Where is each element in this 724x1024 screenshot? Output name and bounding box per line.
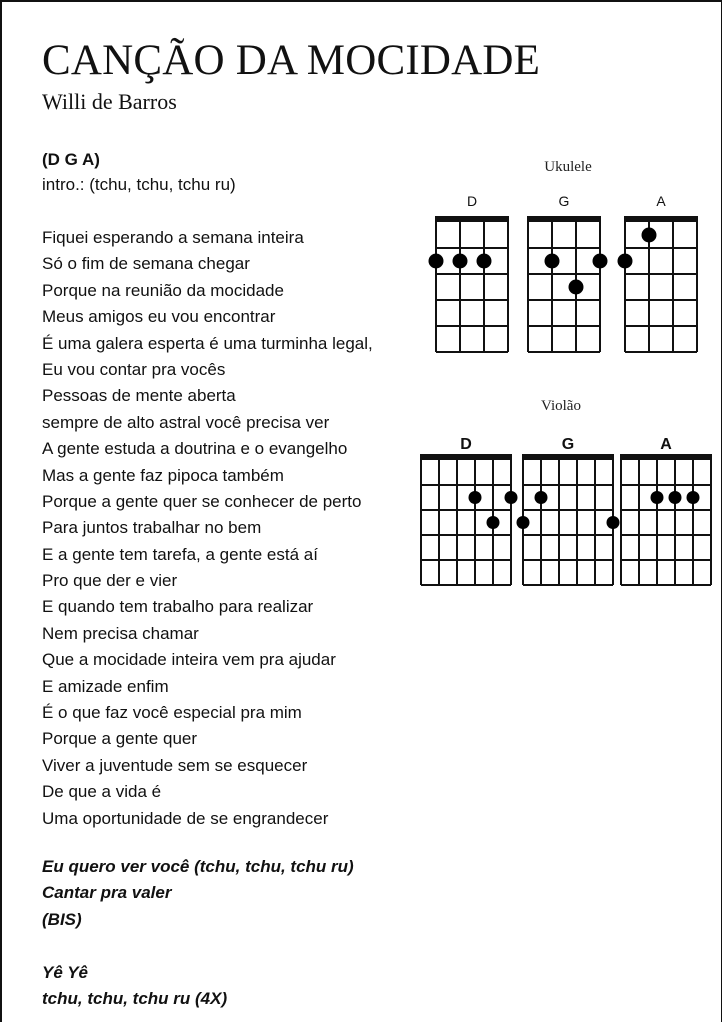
finger-dot	[687, 491, 700, 504]
finger-dot	[618, 254, 633, 269]
lyric-line: A gente estuda a doutrina e o evangelho	[42, 439, 348, 459]
finger-dot	[651, 491, 664, 504]
chorus-line: (BIS)	[42, 909, 82, 929]
lyric-line: É o que faz você especial pra mim	[42, 703, 302, 723]
lyric-line: Uma oportunidade de se engrandecer	[42, 808, 329, 828]
finger-dot	[429, 254, 444, 269]
ukulele-chord-g	[527, 193, 608, 352]
nut	[624, 216, 698, 222]
finger-dot	[477, 254, 492, 269]
lyric-line: E a gente tem tarefa, a gente está aí	[42, 544, 318, 564]
finger-dot	[593, 254, 608, 269]
violao-chord-d	[420, 436, 518, 585]
chorus-line: Eu quero ver você (tchu, tchu, tchu ru)	[42, 857, 354, 876]
intro-line: intro.: (tchu, tchu, tchu ru)	[42, 175, 236, 194]
lyric-line: Pessoas de mente aberta	[42, 386, 236, 406]
lyric-line: É uma galera esperta é uma turminha legal,	[42, 333, 373, 353]
chord-name: D	[460, 436, 472, 453]
finger-dot	[505, 491, 518, 504]
lyric-line: Só o fim de semana chegar	[42, 254, 250, 274]
lyric-line: Nem precisa chamar	[42, 623, 199, 643]
violao-chord-a	[620, 436, 712, 585]
finger-dot	[607, 516, 620, 529]
lyric-line: Eu vou contar pra vocês	[42, 359, 226, 379]
chorus-line: Cantar pra valer	[42, 883, 172, 903]
ukulele-chord-d	[429, 193, 510, 352]
ukulele-chord-a	[618, 193, 699, 352]
chord-key-line: (D G A)	[42, 150, 100, 169]
lyric-line: Porque a gente quer	[42, 729, 198, 749]
song-author: Willi de Barros	[42, 89, 177, 114]
lyric-line: De que a vida é	[42, 782, 162, 802]
violao-chord-g	[517, 436, 620, 585]
chord-name: D	[466, 193, 478, 209]
lyric-line: E quando tem trabalho para realizar	[42, 597, 314, 617]
nut	[420, 454, 512, 460]
lyric-line: Viver a juventude sem se esquecer	[42, 755, 308, 775]
finger-dot	[545, 254, 560, 269]
finger-dot	[487, 516, 500, 529]
nut	[522, 454, 614, 460]
lyric-line: Porque a gente quer se conhecer de perto	[42, 491, 362, 511]
finger-dot	[669, 491, 682, 504]
lyric-line: Que a mocidade inteira vem pra ajudar	[42, 650, 336, 670]
violao-label: Violão	[541, 398, 581, 414]
ending-line: Yê Yê	[42, 963, 89, 982]
chord-name: G	[558, 193, 570, 209]
finger-dot	[469, 491, 482, 504]
chord-name: G	[561, 436, 575, 453]
lyric-line: Pro que der e vier	[42, 571, 178, 591]
finger-dot	[517, 516, 530, 529]
chord-name: A	[660, 436, 672, 453]
nut	[620, 454, 712, 460]
finger-dot	[642, 228, 657, 243]
finger-dot	[569, 280, 584, 295]
lyric-line: Meus amigos eu vou encontrar	[42, 307, 276, 327]
finger-dot	[453, 254, 468, 269]
lyric-line: E amizade enfim	[42, 676, 169, 696]
nut	[435, 216, 509, 222]
lyric-line: Para juntos trabalhar no bem	[42, 518, 262, 538]
lyric-line: Porque na reunião da mocidade	[42, 280, 284, 300]
nut	[527, 216, 601, 222]
lyric-line: Fiquei esperando a semana inteira	[42, 228, 304, 247]
lyric-line: sempre de alto astral você precisa ver	[42, 412, 330, 432]
ending-line: tchu, tchu, tchu ru (4X)	[42, 989, 228, 1009]
finger-dot	[535, 491, 548, 504]
song-title: CANÇÃO DA MOCIDADE	[42, 37, 541, 84]
chord-name: A	[656, 193, 666, 209]
ukulele-label: Ukulele	[544, 159, 592, 175]
lyric-line: Mas a gente faz pipoca também	[42, 465, 284, 485]
